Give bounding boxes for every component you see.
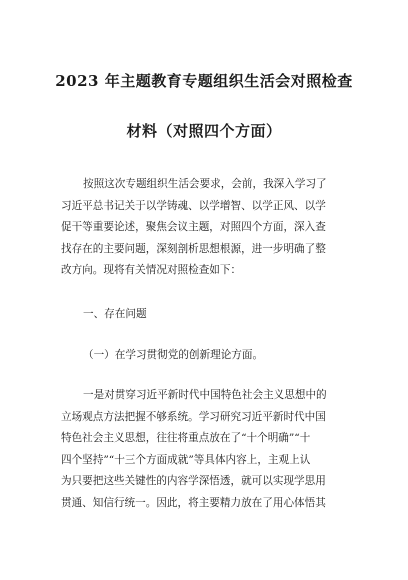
intro-line: 按照这次专题组织生活会要求，会前，我深入学习了 [83,178,327,190]
intro-line: 找存在的主要问题，深刻剖析思想根源，进一步明确了整 [61,242,326,255]
body-line: 一是对贯穿习近平新时代中国特色社会主义思想中的 [83,389,327,401]
intro-line: 习近平总书记关于以学铸魂、以学增智、以学正风、以学 [61,199,326,212]
body-line: 立场观点方法把握不够系统。学习研究习近平新时代中国 [61,410,326,423]
intro-line: 改方向。现将有关情况对照检查如下： [61,264,242,276]
document-title-line-2: 材料（对照四个方面） [126,122,282,140]
document-title-line-1: 2023 年主题教育专题组织生活会对照检查 [55,72,353,90]
body-line: 为只要把这些关键性的内容学深悟透，就可以实现学思用 [61,475,326,487]
intro-line: 促干等重要论述，聚焦会议主题，对照四个方面，深入查 [61,221,326,233]
body-line: 四个坚持”“十三个方面成就”等具体内容上，主观上认 [61,453,311,466]
intro-paragraph [61,174,347,282]
body-line: 特色社会主义思想，往往将重点放在了“十个明确”“十 [61,432,311,444]
subsection-heading: （一）在学习贯彻党的创新理论方面。 [83,349,264,361]
section-heading: 一、存在问题 [83,308,147,320]
body-paragraph [61,385,347,514]
body-line: 贯通、知信行统一。因此，将主要精力放在了用心体悟其 [61,496,326,509]
